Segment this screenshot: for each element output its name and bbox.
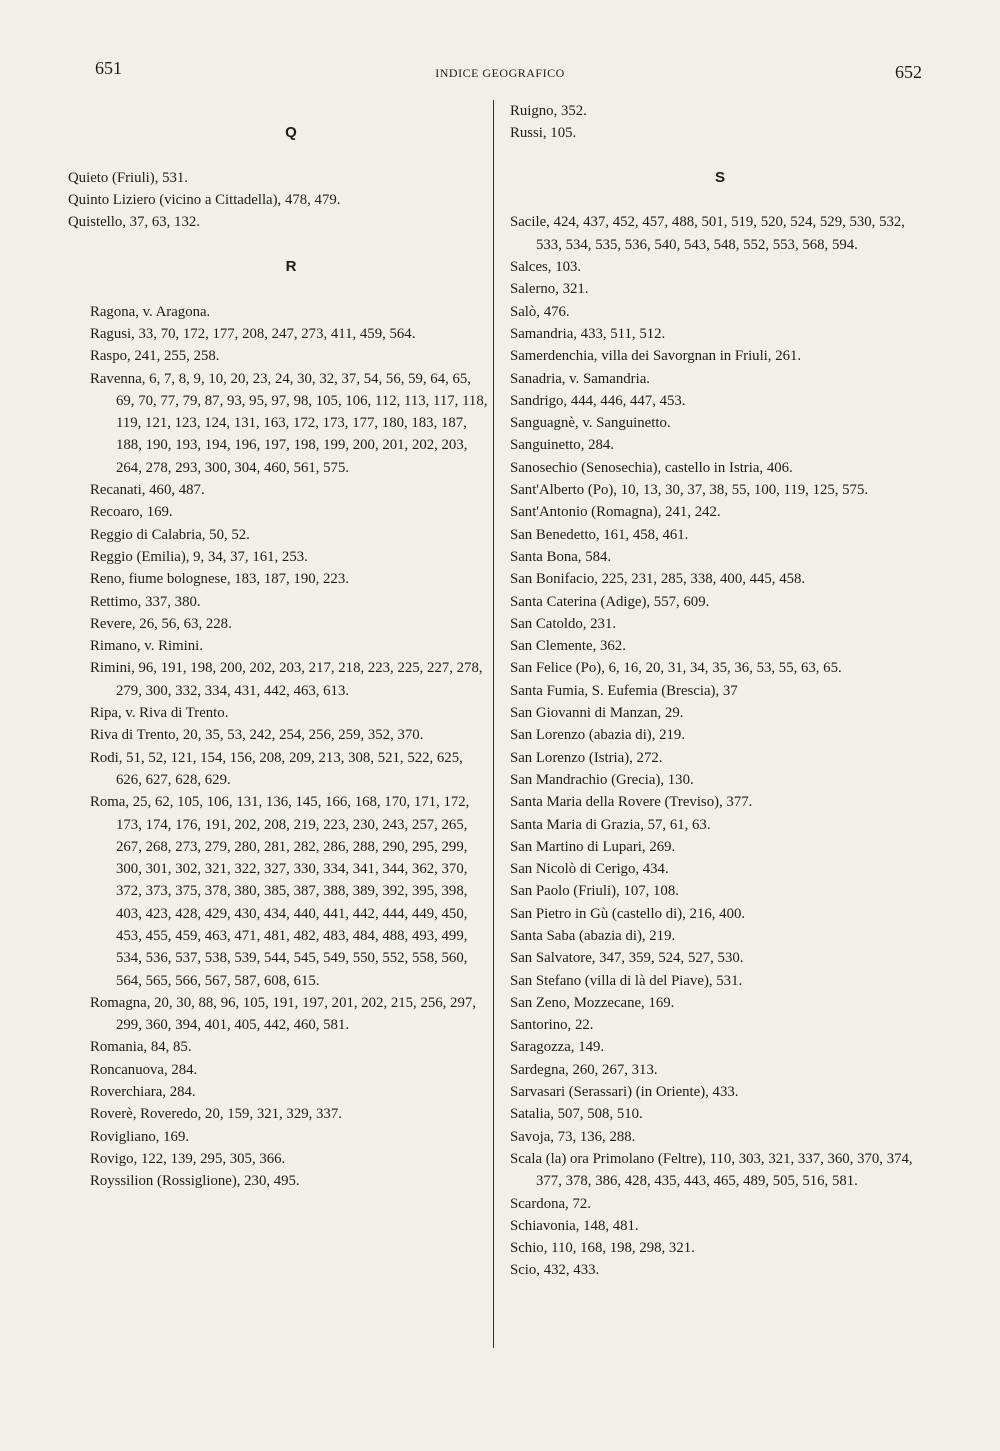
index-entry: Sanosechio (Senosechia), castello in Istria, 406. bbox=[510, 459, 793, 476]
running-title: INDICE GEOGRAFICO bbox=[435, 66, 565, 80]
index-entry: Salò, 476. bbox=[510, 303, 570, 320]
index-entry: Roncanuova, 284. bbox=[90, 1061, 198, 1078]
spacer bbox=[90, 234, 492, 256]
index-entry: Romania, 84, 85. bbox=[90, 1039, 192, 1056]
index-entry: Savoja, 73, 136, 288. bbox=[510, 1128, 636, 1145]
index-entry: Sardegna, 260, 267, 313. bbox=[510, 1061, 658, 1078]
index-entry: Rovigliano, 169. bbox=[90, 1128, 190, 1145]
right-column bbox=[510, 100, 930, 1282]
index-entry: Rimano, v. Rimini. bbox=[90, 638, 203, 655]
index-entry: Romagna, 20, 30, 88, 96, 105, 191, 197, 201, 202, 215, 256, 297, 299, 360, 394, 401, 405, 442, 460, 581. bbox=[90, 994, 476, 1034]
index-entry: Ripa, v. Riva di Trento. bbox=[90, 705, 229, 722]
index-entry: Ruigno, 352. bbox=[510, 103, 587, 119]
index-entry: San Paolo (Friuli), 107, 108. bbox=[510, 883, 679, 900]
index-entry: Rimini, 96, 191, 198, 200, 202, 203, 217, 218, 223, 225, 227, 278, 279, 300, 332, 334, 431, 442, 463, 613. bbox=[90, 660, 483, 699]
index-entry: Scardona, 72. bbox=[510, 1195, 591, 1212]
left-page-number: 651 bbox=[95, 58, 122, 78]
index-entry: Ravenna, 6, 7, 8, 9, 10, 20, 23, 24, 30, 32, 37, 54, 56, 59, 64, 65, 69, 70, 77, 79, 87, 93, 95, 97, 98, 105, 106, 112, 113, 117, 118, 119, 121, 123, 124, 131, 163, 172, 173, 177, 180, 183, 187, 188, 190, 193, 194, 196, 197, 198, 199, 200, 201, 202, 203, 264, 278, 293, 300, 304, 460, 561, 575. bbox=[90, 370, 488, 476]
index-entry: San Felice (Po), 6, 16, 20, 31, 34, 35, 36, 53, 55, 63, 65. bbox=[510, 660, 842, 677]
index-entry: Ragona, v. Aragona. bbox=[90, 303, 211, 320]
index-entry: Samandria, 433, 511, 512. bbox=[510, 325, 666, 342]
index-entry: San Clemente, 362. bbox=[510, 638, 626, 655]
index-entry: Russi, 105. bbox=[510, 125, 577, 142]
spacer bbox=[90, 278, 492, 300]
index-entry: Roma, 25, 62, 105, 106, 131, 136, 145, 166, 168, 170, 171, 172, 173, 174, 176, 191, 202, 208, 219, 223, 230, 243, 257, 265, 267, 268, 273, 279, 280, 281, 282, 286, 288, 290, 295, 299, 300, 301, 302, 321, 322, 327, 330, 334, 341, 344, 362, 370, 372, 373, 375, 378, 380, 385, 387, 388, 389, 392, 395, 398, 403, 423, 428, 429, 430, 434, 440, 441, 442, 444, 449, 450, 453, 455, 459, 463, 471, 481, 482, 483, 484, 488, 493, 499, 534, 536, 537, 538, 539, 544, 545, 549, 550, 552, 558, 560, 564, 565, 566, 567, 587, 608, 615. bbox=[90, 794, 470, 989]
index-entry: San Salvatore, 347, 359, 524, 527, 530. bbox=[510, 950, 744, 967]
index-entry: Salerno, 321. bbox=[510, 281, 589, 298]
index-entry: San Catoldo, 231. bbox=[510, 615, 617, 632]
index-entry: Reno, fiume bolognese, 183, 187, 190, 223. bbox=[90, 571, 349, 588]
index-entry: San Zeno, Mozzecane, 169. bbox=[510, 994, 675, 1011]
spacer bbox=[510, 145, 930, 167]
index-entry: Santa Bona, 584. bbox=[510, 548, 612, 565]
index-entry: Rettimo, 337, 380. bbox=[90, 593, 201, 610]
index-entry: Rovigo, 122, 139, 295, 305, 366. bbox=[90, 1150, 286, 1167]
index-entry: Quistello, 37, 63, 132. bbox=[68, 214, 200, 231]
section-letter-s: S bbox=[714, 168, 725, 186]
index-entry: Reggio di Calabria, 50, 52. bbox=[90, 526, 250, 543]
section-letter-r: R bbox=[285, 258, 297, 276]
index-entry: Reggio (Emilia), 9, 34, 37, 161, 253. bbox=[90, 548, 308, 565]
index-entry: Santa Maria della Rovere (Treviso), 377. bbox=[510, 794, 753, 811]
index-entry: Scala (la) ora Primolano (Feltre), 110, 303, 321, 337, 360, 370, 374, 377, 378, 386, 428, 435, 443, 465, 489, 505, 516, 581. bbox=[510, 1150, 913, 1190]
index-entry: Recanati, 460, 487. bbox=[90, 482, 205, 499]
index-entry: Sarvasari (Serassari) (in Oriente), 433. bbox=[510, 1084, 739, 1101]
index-entry: Santorino, 22. bbox=[510, 1017, 594, 1034]
index-entry: Riva di Trento, 20, 35, 53, 242, 254, 256, 259, 352, 370. bbox=[90, 727, 424, 744]
index-entry: San Pietro in Gù (castello di), 216, 400. bbox=[510, 905, 746, 922]
index-entry: Royssilion (Rossiglione), 230, 495. bbox=[90, 1173, 300, 1190]
index-entry: Santa Caterina (Adige), 557, 609. bbox=[510, 593, 710, 610]
index-entry: San Bonifacio, 225, 231, 285, 338, 400, 445, 458. bbox=[510, 571, 806, 588]
index-entry: Sanguinetto, 284. bbox=[510, 437, 614, 454]
index-entry: Ragusi, 33, 70, 172, 177, 208, 247, 273, 411, 459, 564. bbox=[90, 325, 416, 342]
spacer bbox=[90, 145, 492, 167]
index-entry: San Nicolò di Cerigo, 434. bbox=[510, 861, 669, 878]
index-entry: San Stefano (villa di là del Piave), 531. bbox=[510, 972, 743, 989]
index-entry: Roverè, Roveredo, 20, 159, 321, 329, 337. bbox=[90, 1106, 342, 1123]
index-entry: Santa Saba (abazia di), 219. bbox=[510, 927, 676, 944]
index-entry: Sant'Alberto (Po), 10, 13, 30, 37, 38, 55, 100, 119, 125, 575. bbox=[510, 482, 869, 499]
index-entry: San Mandrachio (Grecia), 130. bbox=[510, 771, 694, 788]
index-entry: Santa Maria di Grazia, 57, 61, 63. bbox=[510, 816, 711, 833]
index-entry: San Lorenzo (abazia di), 219. bbox=[510, 727, 686, 744]
right-page-number: 652 bbox=[895, 62, 922, 82]
left-column bbox=[68, 100, 492, 1193]
index-entry: Sanguagnè, v. Sanguinetto. bbox=[510, 415, 671, 432]
index-entry: Santa Fumia, S. Eufemia (Brescia), 37 bbox=[510, 682, 738, 699]
index-entry: Raspo, 241, 255, 258. bbox=[90, 348, 220, 365]
index-entry: Schiavonia, 148, 481. bbox=[510, 1217, 639, 1234]
index-entry: Satalia, 507, 508, 510. bbox=[510, 1106, 643, 1123]
index-entry: San Giovanni di Manzan, 29. bbox=[510, 705, 684, 722]
index-entry: San Benedetto, 161, 458, 461. bbox=[510, 526, 689, 543]
index-entry: Quinto Liziero (vicino a Cittadella), 478, 479. bbox=[68, 192, 341, 209]
index-entry: Sandrigo, 444, 446, 447, 453. bbox=[510, 392, 686, 409]
index-entry: Salces, 103. bbox=[510, 259, 582, 276]
spacer bbox=[510, 189, 930, 211]
page-header bbox=[0, 58, 1000, 88]
index-entry: Revere, 26, 56, 63, 228. bbox=[90, 615, 232, 632]
index-entry: Recoaro, 169. bbox=[90, 504, 173, 521]
column-divider bbox=[493, 100, 494, 1348]
index-entry: Sanadria, v. Samandria. bbox=[510, 370, 650, 387]
index-entry: San Martino di Lupari, 269. bbox=[510, 838, 676, 855]
index-entry: Sacile, 424, 437, 452, 457, 488, 501, 519, 520, 524, 529, 530, 532, 533, 534, 535, 536, 540, 543, 548, 552, 553, 568, 594. bbox=[510, 214, 905, 253]
index-entry: Schio, 110, 168, 198, 298, 321. bbox=[510, 1240, 695, 1257]
index-entry: Quieto (Friuli), 531. bbox=[68, 169, 189, 186]
section-letter-q: Q bbox=[285, 124, 297, 142]
index-entry: Sant'Antonio (Romagna), 241, 242. bbox=[510, 504, 721, 521]
index-entry: Saragozza, 149. bbox=[510, 1039, 605, 1056]
spacer bbox=[90, 100, 492, 122]
index-entry: San Lorenzo (Istria), 272. bbox=[510, 749, 663, 766]
index-entry: Scio, 432, 433. bbox=[510, 1262, 600, 1279]
index-entry: Rodi, 51, 52, 121, 154, 156, 208, 209, 213, 308, 521, 522, 625, 626, 627, 628, 629. bbox=[90, 749, 463, 788]
index-entry: Samerdenchia, villa dei Savorgnan in Friuli, 261. bbox=[510, 348, 802, 365]
index-entry: Roverchiara, 284. bbox=[90, 1084, 196, 1101]
